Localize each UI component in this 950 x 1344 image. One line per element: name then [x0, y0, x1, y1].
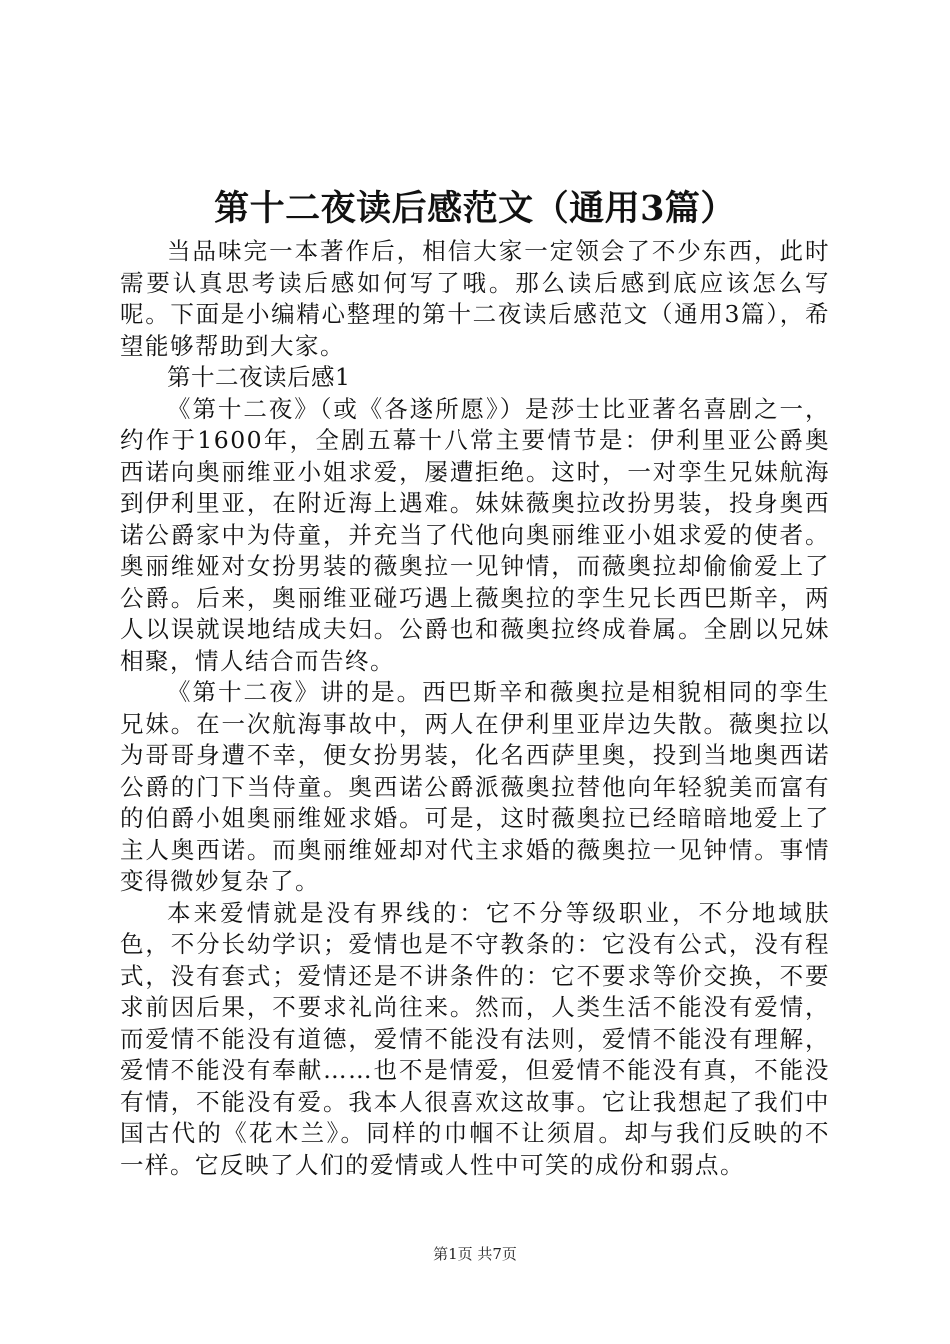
- document-body: [120, 236, 830, 1181]
- page-footer: 第1页 共7页: [433, 1245, 517, 1263]
- body-paragraph: 《第十二夜》讲的是。西巴斯辛和薇奥拉是相貌相同的孪生兄妹。在一次航海事故中，两人在伊利里亚岸边失散。薇奥拉以为哥哥身遭不幸，便女扮男装，化名西萨里奥，投到当地奥西诺公爵的门下当侍童。奥西诺公爵派薇奥拉替他向年轻貌美而富有的伯爵小姐奥丽维娅求婚。可是，这时薇奥拉已经暗暗地爱上了主人奥西诺。而奥丽维娅却对代主求婚的薇奥拉一见钟情。事情变得微妙复杂了。: [120, 678, 830, 895]
- intro-paragraph: 当品味完一本著作后，相信大家一定领会了不少东西，此时需要认真思考读后感如何写了哦。那么读后感到底应该怎么写呢。下面是小编精心整理的第十二夜读后感范文（通用3篇），希望能够帮助到大家。: [120, 237, 830, 360]
- body-paragraph: 《第十二夜》（或《各遂所愿》）是莎士比亚著名喜剧之一，约作于1600年，全剧五幕十八常主要情节是：伊利里亚公爵奥西诺向奥丽维亚小姐求爱，屡遭拒绝。这时，一对孪生兄妹航海到伊利里亚，在附近海上遇难。妹妹薇奥拉改扮男装，投身奥西诺公爵家中为侍童，并充当了代他向奥丽维亚小姐求爱的使者。奥丽维娅对女扮男装的薇奥拉一见钟情，而薇奥拉却偷偷爱上了公爵。后来，奥丽维亚碰巧遇上薇奥拉的孪生兄长西巴斯辛，两人以误就误地结成夫妇。公爵也和薇奥拉终成眷属。全剧以兄妹相聚，情人结合而告终。: [120, 394, 830, 675]
- document-title: 第十二夜读后感范文（通用3篇）: [214, 188, 736, 229]
- body-paragraph: 本来爱情就是没有界线的：它不分等级职业，不分地域肤色，不分长幼学识；爱情也是不守教条的：它没有公式，没有程式，没有套式；爱情还是不讲条件的：它不要求等价交换，不要求前因后果，不要求礼尚往来。然而，人类生活不能没有爱情，而爱情不能没有道德，爱情不能没有法则，爱情不能没有理解，爱情不能没有奉献……也不是情爱，但爱情不能没有真，不能没有情，不能没有爱。我本人很喜欢这故事。它让我想起了我们中国古代的《花木兰》。同样的巾帼不让须眉。却与我们反映的不一样。它反映了人们的爱情或人性中可笑的成份和弱点。: [120, 898, 830, 1179]
- section-heading: 第十二夜读后感1: [167, 363, 351, 391]
